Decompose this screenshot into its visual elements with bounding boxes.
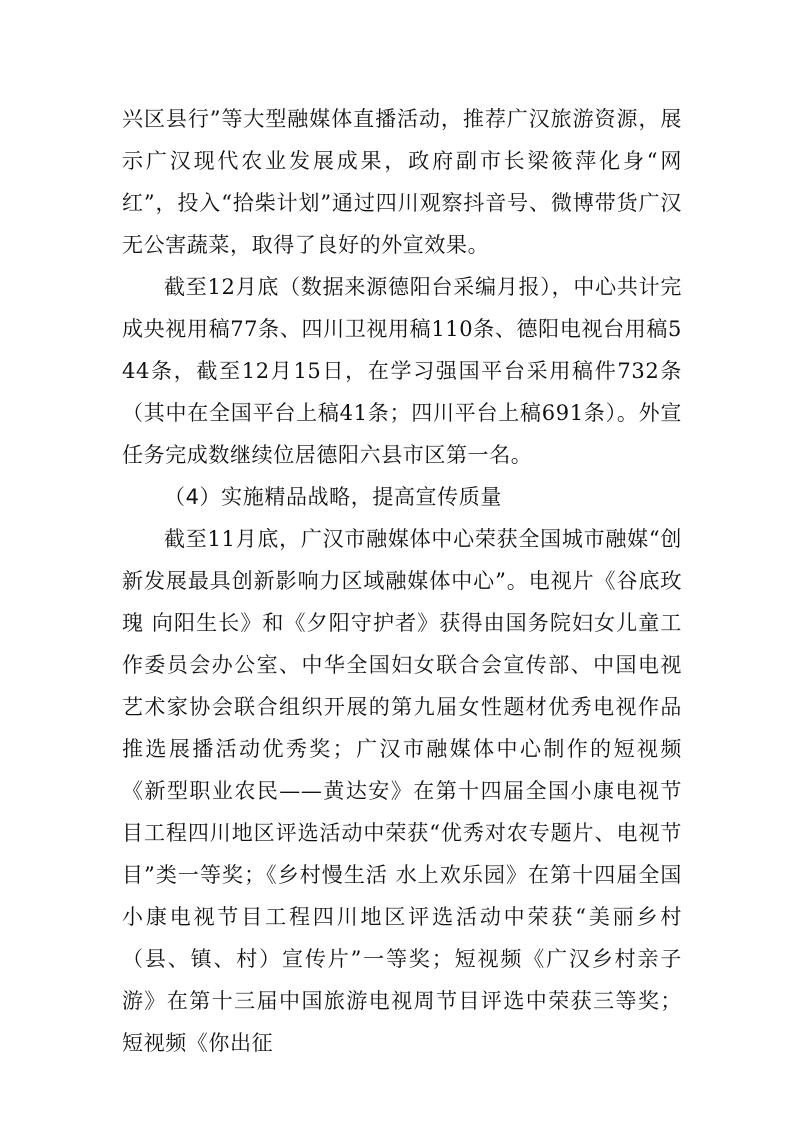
section-heading-quality-strategy: （4）实施精品战略，提高宣传质量 — [164, 485, 502, 509]
document-body — [122, 98, 682, 1064]
paragraph-awards: 截至11月底，广汉市融媒体中心荣获全国城市融媒“创新发展最具创新影响力区域融媒体中心”。电视片《谷底玫瑰 向阳生长》和《夕阳守护者》获得由国务院妇女儿童工作委员会办公室、中华全国妇女联合会宣传部、中国电视艺术家协会联合组织开展的第九届女性题材优秀电视作品推选展播活动优秀奖；广汉市融媒体中心制作的短视频《新型职业农民——黄达安》在第十四届全国小康电视节目工程四川地区评选活动中荣获“优秀对农专题片、电视节目”类一等奖；《乡村慢生活 水上欢乐园》在第十四届全国小康电视节目工程四川地区评选活动中荣获“美丽乡村（县、镇、村）宣传片”一等奖；短视频《广汉乡村亲子游》在第十三届中国旅游电视周节目评选中荣获三等奖；短视频《你出征 — [122, 527, 682, 1055]
paragraph-publicity-statistics: 截至12月底（数据来源德阳台采编月报），中心共计完成央视用稿77条、四川卫视用稿110条、德阳电视台用稿544条，截至12月15日，在学习强国平台采用稿件732条（其中在全国平台上稿41条；四川平台上稿691条）。外宣任务完成数继续位居德阳六县市区第一名。 — [122, 275, 682, 467]
paragraph-livestream-promotion: 兴区县行”等大型融媒体直播活动，推荐广汉旅游资源，展示广汉现代农业发展成果，政府副市长梁筱萍化身“网红”，投入“拾柴计划”通过四川观察抖音号、微博带货广汉无公害蔬菜，取得了良好的外宣效果。 — [122, 107, 682, 257]
